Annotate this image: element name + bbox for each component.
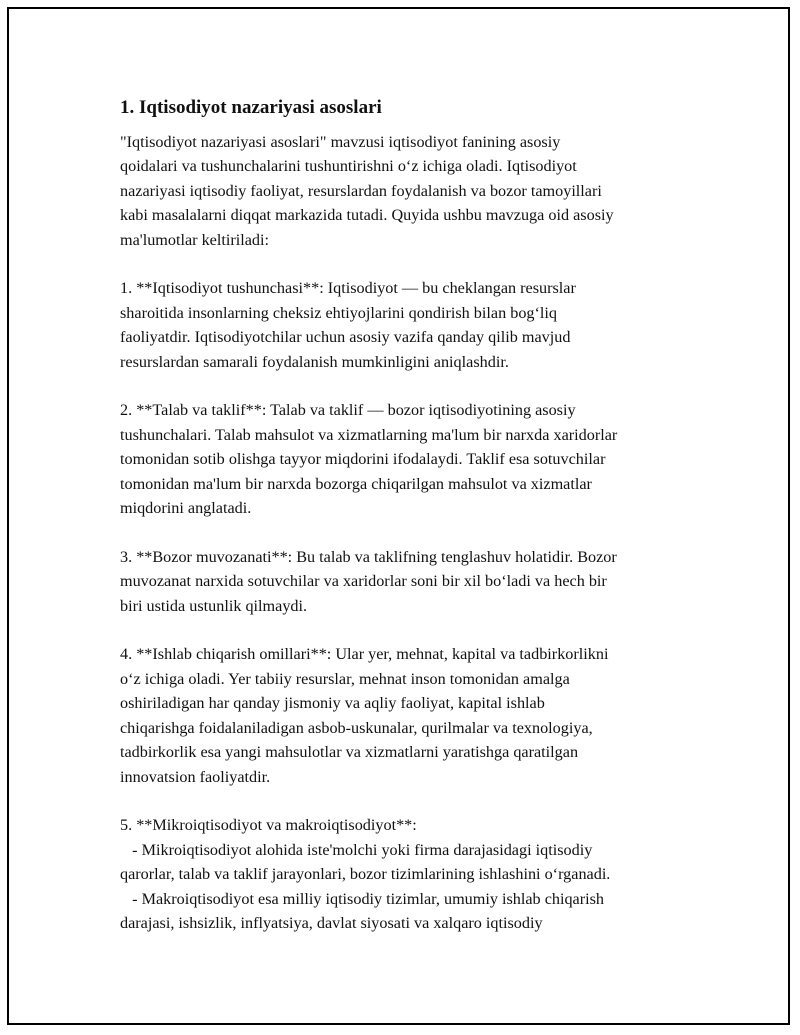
section-title: 1. Iqtisodiyot nazariyasi asoslari xyxy=(120,97,382,118)
text-line: o‘z ichiga oladi. Yer tabiiy resurslar, mehnat inson tomonidan amalga xyxy=(120,669,570,688)
text-line: qarorlar, talab va taklif jarayonlari, bozor tizimlarining ishlashini o‘rganadi. xyxy=(120,865,611,884)
text-line: resurslardan samarali foydalanish mumkinligini aniqlashdir. xyxy=(120,352,509,371)
text-line: "Iqtisodiyot nazariyasi asoslari" mavzusi iqtisodiyot fanining asosiy xyxy=(120,133,561,151)
text-line: chiqarishga foidalaniladigan asbob-uskunalar, qurilmalar va texnologiya, xyxy=(120,718,593,737)
document-page xyxy=(7,7,790,1025)
text-line: nazariyasi iqtisodiy faoliyat, resurslardan foydalanish va bozor tamoyillari xyxy=(120,181,602,200)
document-body xyxy=(120,96,700,960)
text-line: 4. **Ishlab chiqarish omillari**: Ular yer, mehnat, kapital va tadbirkorlikni xyxy=(120,645,609,664)
text-line: 5. **Mikroiqtisodiyot va makroiqtisodiyot**: xyxy=(120,816,417,835)
text-line: tadbirkorlik esa yangi mahsulotlar va xizmatlarni yaratishga qaratilgan xyxy=(120,743,579,762)
text-line: tushunchalari. Talab mahsulot va xizmatlarning ma'lum bir narxda xaridorlar xyxy=(120,425,618,444)
text-line: muvozanat narxida sotuvchilar va xaridorlar soni bir xil bo‘ladi va hech bir xyxy=(120,572,607,591)
text-line: darajasi, ishsizlik, inflyatsiya, davlat siyosati va xalqaro iqtisodiy xyxy=(120,913,543,932)
text-line: miqdorini anglatadi. xyxy=(120,499,252,518)
text-line: qoidalari va tushunchalarini tushuntirishni o‘z ichiga oladi. Iqtisodiyot xyxy=(120,157,577,176)
intro-paragraph xyxy=(120,130,700,252)
text-line: - Mikroiqtisodiyot alohida iste'molchi yoki firma darajasidagi iqtisodiy xyxy=(120,840,593,859)
text-line: sharoitida insonlarning cheksiz ehtiyojlarini qondirish bilan bog‘liq xyxy=(120,303,557,322)
text-line: oshiriladigan har qanday jismoniy va aqliy faoliyat, kapital ishlab xyxy=(120,694,545,713)
list-item-3 xyxy=(120,545,700,618)
text-line: 2. **Talab va taklif**: Talab va taklif — bozor iqtisodiyotining asosiy xyxy=(120,401,576,420)
text-line: 1. **Iqtisodiyot tushunchasi**: Iqtisodiyot — bu cheklangan resurslar xyxy=(120,279,576,298)
list-item-4 xyxy=(120,642,700,788)
text-line: kabi masalalarni diqqat markazida tutadi. Quyida ushbu mavzuga oid asosiy xyxy=(120,206,614,225)
list-item-5 xyxy=(120,813,700,935)
text-line: innovatsion faoliyatdir. xyxy=(120,767,271,786)
list-item-2 xyxy=(120,398,700,520)
text-line: biri ustida ustunlik qilmaydi. xyxy=(120,596,308,615)
list-item-1 xyxy=(120,276,700,374)
text-line: ma'lumotlar keltiriladi: xyxy=(120,230,270,249)
text-line: tomonidan ma'lum bir narxda bozorga chiqarilgan mahsulot va xizmatlar xyxy=(120,474,592,493)
text-line: faoliyatdir. Iqtisodiyotchilar uchun asosiy vazifa qanday qilib mavjud xyxy=(120,328,571,347)
text-line: tomonidan sotib olishga tayyor miqdorini ifodalaydi. Taklif esa sotuvchilar xyxy=(120,450,606,469)
text-line: 3. **Bozor muvozanati**: Bu talab va taklifning tenglashuv holatidir. Bozor xyxy=(120,547,617,566)
text-line: - Makroiqtisodiyot esa milliy iqtisodiy tizimlar, umumiy ishlab chiqarish xyxy=(120,889,605,908)
